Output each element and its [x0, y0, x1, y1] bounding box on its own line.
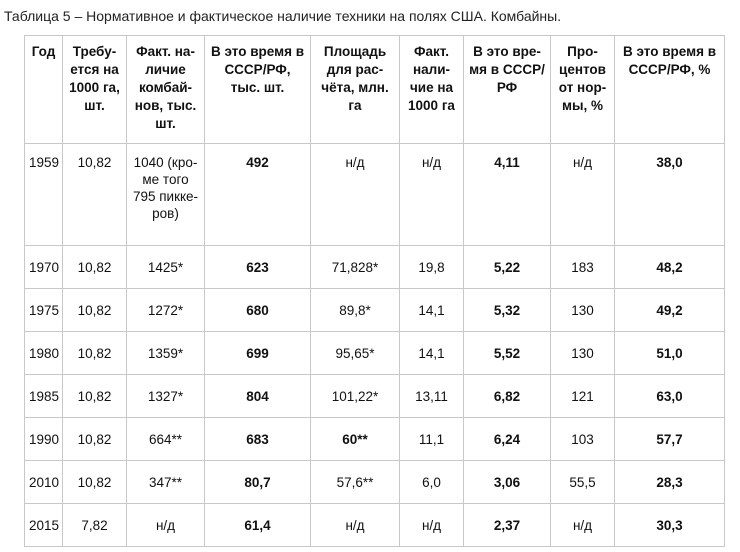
cell: 89,8* — [311, 289, 400, 332]
cell: 101,22* — [311, 375, 400, 418]
header-area: Площадь для рас-чёта, млн. га — [311, 36, 400, 144]
cell: 623 — [205, 246, 311, 289]
header-actual: Факт. на-личие комбай-нов, тыс. шт. — [127, 36, 205, 144]
cell: 130 — [551, 332, 615, 375]
cell: 664** — [127, 418, 205, 461]
cell: 130 — [551, 289, 615, 332]
cell: 51,0 — [615, 332, 725, 375]
cell-year: 1985 — [25, 375, 63, 418]
cell: 10,82 — [63, 144, 127, 246]
cell: 121 — [551, 375, 615, 418]
cell: 80,7 — [205, 461, 311, 504]
header-required: Требу-ется на 1000 га, шт. — [63, 36, 127, 144]
cell: 10,82 — [63, 246, 127, 289]
header-per1000: Факт. нали-чие на 1000 га — [400, 36, 464, 144]
cell: н/д — [311, 144, 400, 246]
cell-year: 1975 — [25, 289, 63, 332]
table-row — [25, 461, 725, 504]
cell: 6,82 — [464, 375, 551, 418]
cell: 347** — [127, 461, 205, 504]
cell: 10,82 — [63, 375, 127, 418]
header-percent: Про-центов от нор-мы, % — [551, 36, 615, 144]
cell: 28,3 — [615, 461, 725, 504]
cell: 61,4 — [205, 504, 311, 547]
cell: 60** — [311, 418, 400, 461]
cell: 1327* — [127, 375, 205, 418]
cell: 14,1 — [400, 289, 464, 332]
table-row — [25, 418, 725, 461]
cell: 680 — [205, 289, 311, 332]
cell: 3,06 — [464, 461, 551, 504]
cell: н/д — [400, 504, 464, 547]
cell-year: 1959 — [25, 144, 63, 246]
cell: 1272* — [127, 289, 205, 332]
cell: 103 — [551, 418, 615, 461]
cell: 71,828* — [311, 246, 400, 289]
cell: 13,11 — [400, 375, 464, 418]
table-row — [25, 144, 725, 246]
cell: 1040 (кро-ме того 795 пикке-ров) — [127, 144, 205, 246]
cell: 5,32 — [464, 289, 551, 332]
combines-table — [24, 35, 725, 547]
cell: 30,3 — [615, 504, 725, 547]
cell-year: 1980 — [25, 332, 63, 375]
cell-year: 1990 — [25, 418, 63, 461]
cell: н/д — [400, 144, 464, 246]
cell: 19,8 — [400, 246, 464, 289]
cell: 55,5 — [551, 461, 615, 504]
cell: 492 — [205, 144, 311, 246]
cell: 7,82 — [63, 504, 127, 547]
header-ussr-percent: В это время в СССР/РФ, % — [615, 36, 725, 144]
cell: 699 — [205, 332, 311, 375]
cell: н/д — [551, 144, 615, 246]
cell: 804 — [205, 375, 311, 418]
cell: 10,82 — [63, 418, 127, 461]
cell: н/д — [551, 504, 615, 547]
cell: 1425* — [127, 246, 205, 289]
cell: 10,82 — [63, 332, 127, 375]
cell: 95,65* — [311, 332, 400, 375]
cell: 5,22 — [464, 246, 551, 289]
table-row — [25, 289, 725, 332]
cell: 49,2 — [615, 289, 725, 332]
table-row — [25, 375, 725, 418]
cell: н/д — [311, 504, 400, 547]
cell-year: 2015 — [25, 504, 63, 547]
cell: 48,2 — [615, 246, 725, 289]
table-row — [25, 246, 725, 289]
cell: 6,24 — [464, 418, 551, 461]
table-row — [25, 332, 725, 375]
cell: 1359* — [127, 332, 205, 375]
cell: 11,1 — [400, 418, 464, 461]
cell: н/д — [127, 504, 205, 547]
cell: 5,52 — [464, 332, 551, 375]
cell: 10,82 — [63, 289, 127, 332]
table-caption: Таблица 5 – Нормативное и фактическое наличие техники на полях США. Комбайны. — [4, 8, 562, 24]
cell: 57,7 — [615, 418, 725, 461]
cell: 183 — [551, 246, 615, 289]
cell: 10,82 — [63, 461, 127, 504]
cell: 6,0 — [400, 461, 464, 504]
table-row — [25, 504, 725, 547]
cell: 14,1 — [400, 332, 464, 375]
cell: 4,11 — [464, 144, 551, 246]
cell-year: 2010 — [25, 461, 63, 504]
cell: 57,6** — [311, 461, 400, 504]
cell: 63,0 — [615, 375, 725, 418]
cell-year: 1970 — [25, 246, 63, 289]
header-year: Год — [25, 36, 63, 144]
header-ussr-per1000: В это вре-мя в СССР/РФ — [464, 36, 551, 144]
cell: 38,0 — [615, 144, 725, 246]
cell: 683 — [205, 418, 311, 461]
cell: 2,37 — [464, 504, 551, 547]
header-ussr: В это время в СССР/РФ, тыс. шт. — [205, 36, 311, 144]
header-row — [25, 36, 725, 144]
